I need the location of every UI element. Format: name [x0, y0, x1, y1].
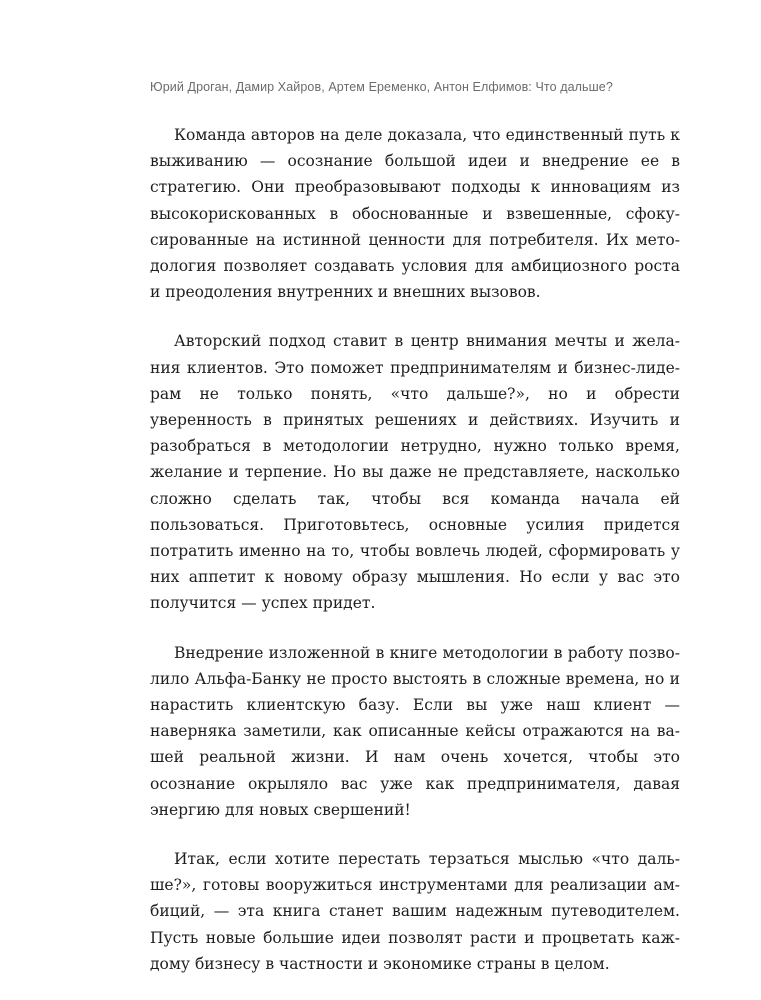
paragraph-2: Авторский подход ставит в центр внимания мечты и желания клиентов. Это поможет предпринимателям и бизнес-лидерам не только понять, «что дальше?», но и обрести уверенность в принятых решениях и действиях. Изучить и разобраться в методологии нетрудно, нужно только время, желание и терпение. Но вы даже не представляете, насколько сложно сделать так, чтобы вся команда начала ей пользоваться. Приготовьтесь, основные усилия придется потратить именно на то, чтобы вовлечь людей, сформировать у них аппетит к новому образу мышления. Но если у вас это получится — успех придет.: [150, 332, 680, 613]
paragraph-1: Команда авторов на деле доказала, что единственный путь к выживанию — осознание большой идеи и внедрение ее в стратегию. Они преобразовывают подходы к инновациям из высокорискованных в обоснованные и взвешенные, сфокусированные на истинной ценности для потребителя. Их методология позволяет создавать условия для амбициозного роста и преодоления внутренних и внешних вызовов.: [150, 126, 680, 302]
body-text: [150, 122, 680, 977]
running-head: Юрий Дроган, Дамир Хайров, Артем Еременко, Антон Елфимов: Что дальше?: [150, 80, 613, 94]
paragraph-4: Итак, если хотите перестать терзаться мыслью «что дальше?», готовы вооружиться инструментами для реализации амбиций, — эта книга станет вашим надежным путеводителем. Пусть новые большие идеи позволят расти и процветать каждому бизнесу в частности и экономике страны в целом.: [150, 850, 680, 973]
paragraph-3: Внедрение изложенной в книге методологии в работу позволило Альфа-Банку не просто выстоять в сложные времена, но и нарастить клиентскую базу. Если вы уже наш клиент — наверняка заметили, как описанные кейсы отражаются на вашей реальной жизни. И нам очень хочется, чтобы это осознание окрыляло вас уже как предпринимателя, давая энергию для новых свершений!: [150, 643, 680, 819]
